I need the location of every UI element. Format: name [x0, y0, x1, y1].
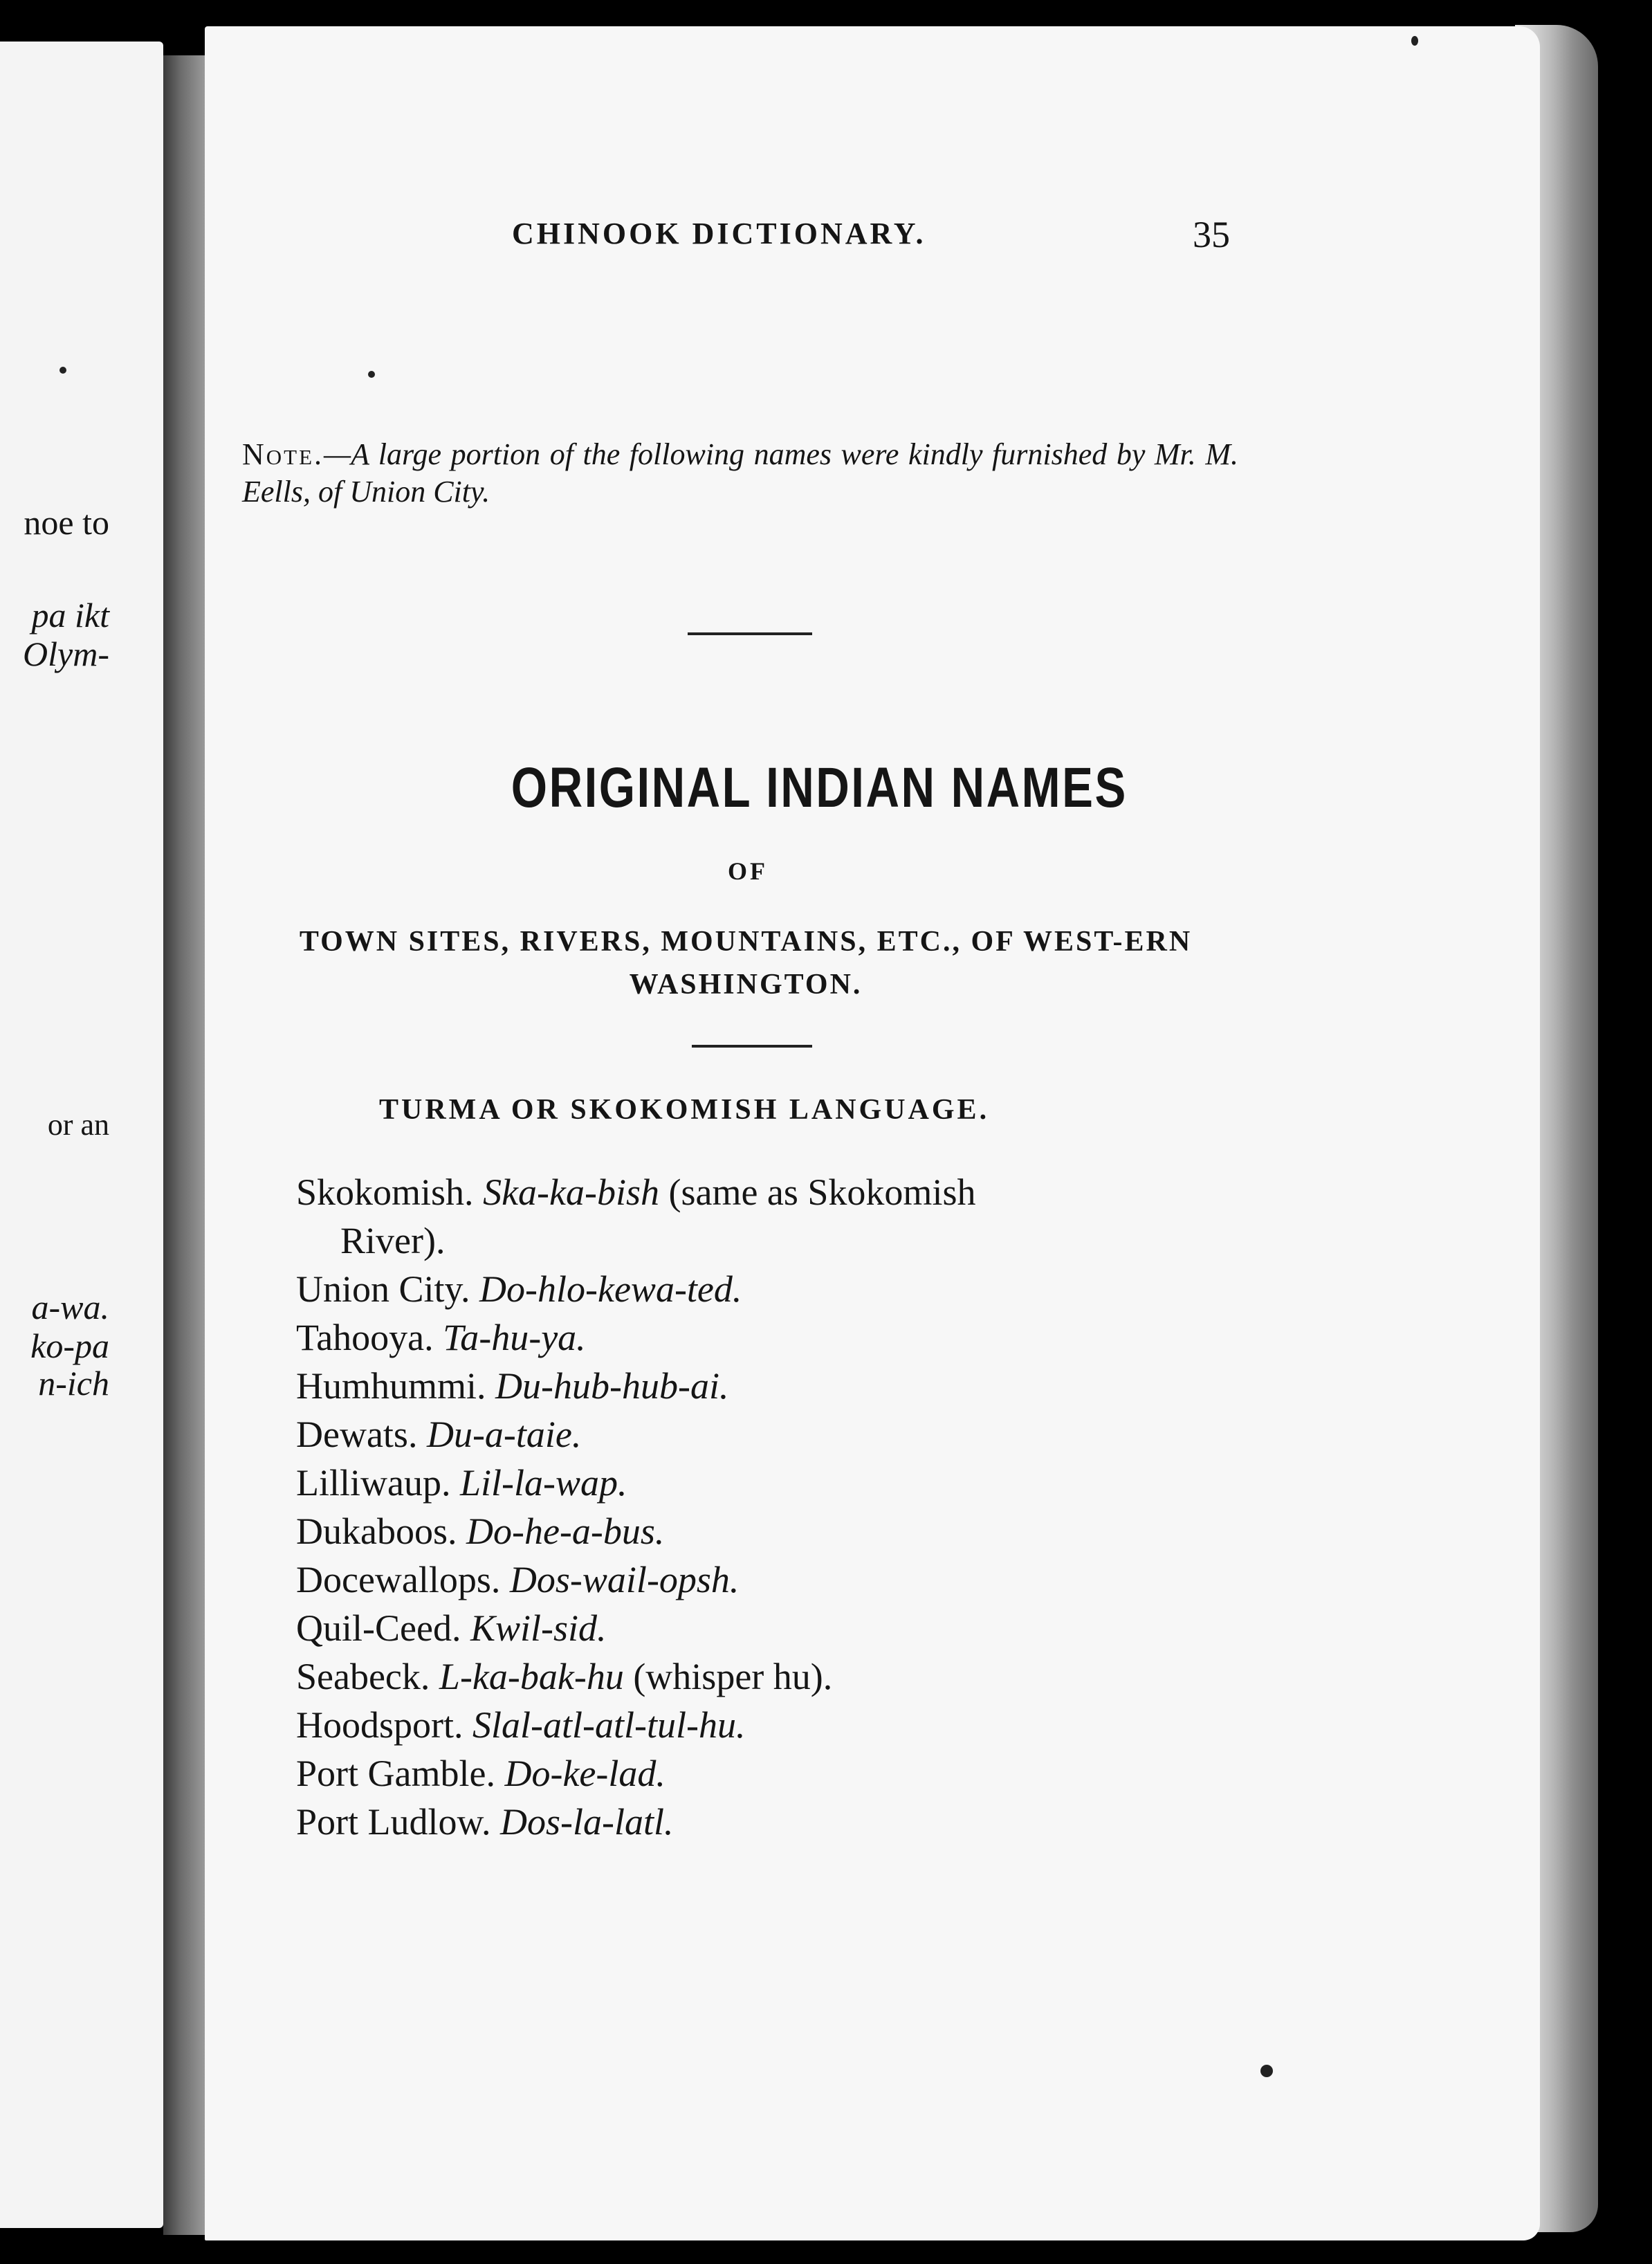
left-page-fragment: or an: [47, 1108, 109, 1142]
note: [242, 436, 1238, 511]
list-item: [296, 1798, 1265, 1846]
page-title-text: ORIGINAL INDIAN NAMES: [511, 756, 1128, 819]
english-place-name: Port Ludlow.: [296, 1801, 491, 1843]
note-text: —A large portion of the following names were kindly furnished by Mr. M. Eells, of Union City.: [242, 437, 1238, 509]
left-page-fragment: Olym-: [23, 635, 109, 673]
native-name: Lil-la-wap.: [459, 1462, 627, 1504]
list-item: [296, 1459, 1265, 1507]
english-place-name: Lilliwaup.: [296, 1462, 451, 1504]
english-place-name: Docewallops.: [296, 1559, 501, 1600]
english-place-name: Quil-Ceed.: [296, 1607, 461, 1649]
previous-page: [0, 42, 163, 2228]
left-page-fragment: a-wa.: [31, 1288, 109, 1326]
list-item: [296, 1265, 1265, 1313]
list-item: [296, 1701, 1265, 1749]
english-place-name: Skokomish.: [296, 1171, 474, 1213]
native-name: Ta-hu-ya.: [443, 1317, 586, 1358]
page-title: [142, 756, 1496, 821]
ink-speck: [1260, 2065, 1273, 2077]
left-page-fragment: ko-pa: [30, 1326, 109, 1365]
left-page-fragment: n-ich: [38, 1364, 109, 1403]
ink-speck: [59, 367, 66, 374]
page-number: 35: [1193, 214, 1230, 255]
list-item: [296, 1313, 1265, 1362]
list-item: [296, 1507, 1265, 1555]
list-item: [296, 1604, 1265, 1652]
ink-speck: [368, 371, 375, 378]
english-place-name: Dukaboos.: [296, 1510, 457, 1552]
list-item: [296, 1749, 1265, 1798]
ink-speck: [1411, 36, 1418, 46]
entry-note: (whisper hu).: [633, 1656, 833, 1697]
native-name: Kwil-sid.: [470, 1607, 607, 1649]
list-item: [296, 1410, 1265, 1459]
native-name: Do-ke-lad.: [504, 1753, 666, 1794]
native-name: Du-a-taie.: [426, 1414, 582, 1455]
page-subtitle: TOWN SITES, RIVERS, MOUNTAINS, ETC., OF WEST-ERN WASHINGTON.: [299, 926, 1193, 1001]
book-gutter: [163, 55, 205, 2235]
divider-rule: [688, 632, 812, 635]
heading-of: OF: [728, 857, 768, 885]
native-name: Do-hlo-kewa-ted.: [479, 1268, 742, 1310]
list-item: [296, 1362, 1265, 1410]
english-place-name: Dewats.: [296, 1414, 418, 1455]
list-item: [296, 1555, 1265, 1604]
english-place-name: Union City.: [296, 1268, 470, 1310]
entry-continuation: [296, 1216, 1265, 1265]
english-place-name: Hoodsport.: [296, 1704, 464, 1746]
native-name: L-ka-bak-hu: [439, 1656, 624, 1697]
list-item: [296, 1652, 1265, 1701]
english-place-name: Seabeck.: [296, 1656, 430, 1697]
section-heading: TURMA OR SKOKOMISH LANGUAGE.: [379, 1094, 990, 1126]
divider-rule: [692, 1045, 812, 1048]
entry-continuation-text: River).: [340, 1220, 446, 1261]
entry-note: (same as Skokomish: [668, 1171, 976, 1213]
native-name: Du-hub-hub-ai.: [495, 1365, 729, 1407]
place-name-list: [296, 1168, 1265, 1846]
running-head: CHINOOK DICTIONARY.: [512, 217, 926, 250]
list-item: [296, 1168, 1265, 1216]
english-place-name: Tahooya.: [296, 1317, 434, 1358]
native-name: Do-he-a-bus.: [466, 1510, 665, 1552]
left-page-fragment: pa ikt: [31, 596, 109, 635]
english-place-name: Port Gamble.: [296, 1753, 495, 1794]
page: [205, 26, 1540, 2240]
native-name: Ska-ka-bish: [483, 1171, 659, 1213]
native-name: Dos-la-latl.: [500, 1801, 674, 1843]
english-place-name: Humhummi.: [296, 1365, 486, 1407]
native-name: Slal-atl-atl-tul-hu.: [472, 1704, 746, 1746]
note-label: Note.: [242, 437, 324, 471]
left-page-fragment: noe to: [24, 503, 109, 542]
native-name: Dos-wail-opsh.: [509, 1559, 740, 1600]
